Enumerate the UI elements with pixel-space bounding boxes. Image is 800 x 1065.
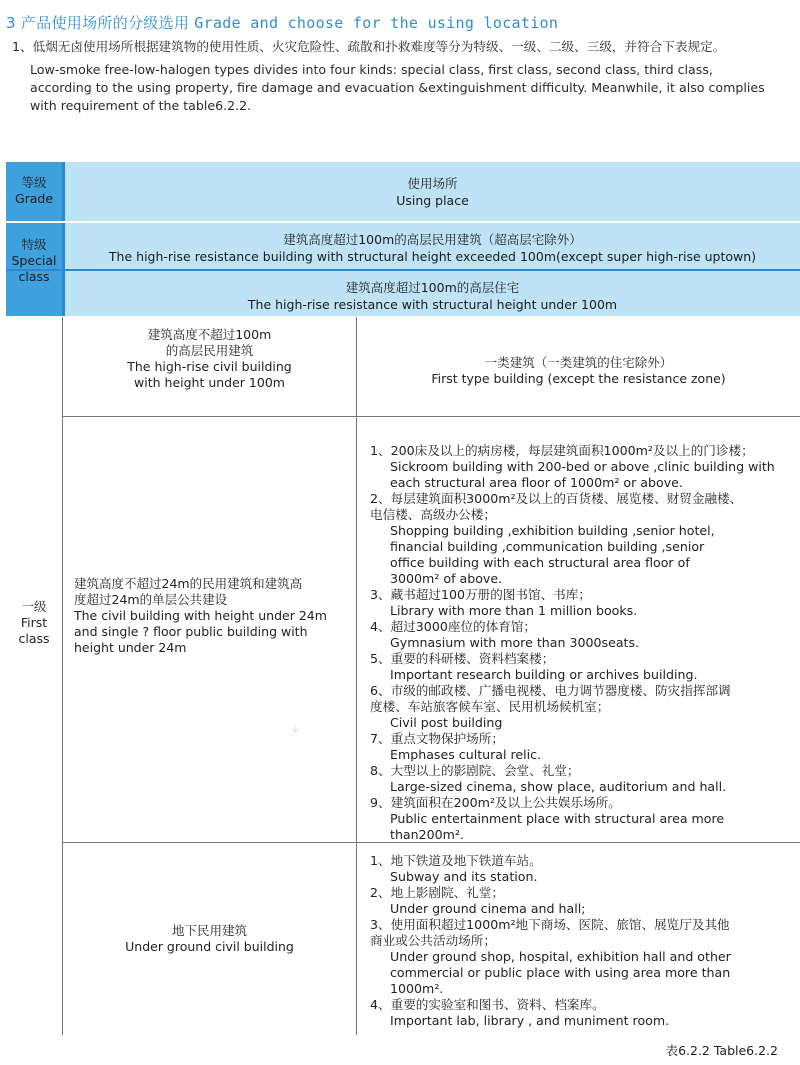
list-item-en: Important lab, library , and muniment room. (390, 1013, 670, 1028)
first-class-row-2-places (370, 443, 798, 843)
table-caption: 表6.2.2 Table6.2.2 (665, 1043, 778, 1058)
section-heading-en: Grade and choose for the using location (194, 14, 559, 32)
intro-en: Low-smoke free-low-halogen types divides into four kinds: special class, first class, second class, third class, according to the using property, fire damage and evacuation &extinguishment difficulty. Meanwhile, it also complies with requirement of the table6.2.2. (30, 62, 765, 113)
list-item-en: Shopping building ,exhibition building ,senior hotel, (390, 523, 715, 538)
list-item-zh: 3、藏书超过100万册的图书馆、书库； (370, 587, 591, 602)
list-item-zh: 2、每层建筑面积3000m²及以上的百货楼、展览楼、财贸金融楼、 (370, 491, 743, 506)
list-item-en: Large-sized cinema, show place, auditorium and hall. (390, 779, 727, 794)
list-item-zh: 电信楼、高级办公楼； (370, 507, 496, 522)
first-class-row-1-places: 一类建筑（一类建筑的住宅除外） First type building (except the resistance zone) (431, 355, 726, 386)
list-item-zh: 商业或公共活动场所； (370, 933, 496, 948)
intro-zh: 1、低烟无卤使用场所根据建筑物的使用性质、火灾危险性、疏散和扑救难度等分为特级、一级、二级、三级，并符合下表规定。 (12, 39, 726, 54)
first-class-row-1-category: 建筑高度不超过100m 的高层民用建筑 The high-rise civil building with height under 100m (127, 327, 292, 390)
list-item-zh: 8、大型以上的影剧院、会堂、礼堂； (370, 763, 580, 778)
list-item-en: office building with each structural area floor of (390, 555, 690, 570)
list-item-en: Under ground shop, hospital, exhibition hall and other (390, 949, 731, 964)
table-header-row (6, 162, 800, 221)
special-class-row-2: 建筑高度超过100m的高层住宅 The high-rise resistance with structural height under 100m (247, 280, 618, 312)
section-heading (6, 12, 558, 33)
list-item-zh: 6、市级的邮政楼、广播电视楼、电力调节器度楼、防灾指挥部调 (370, 683, 731, 698)
list-item-en: Public entertainment place with structural area more than200m². (390, 811, 725, 842)
grade-header: 等级 Grade (14, 175, 54, 206)
section-heading-zh: 3 产品使用场所的分级选用 (6, 14, 190, 32)
list-item-en: Library with more than 1 million books. (390, 603, 638, 618)
list-item-zh: 2、地上影剧院、礼堂； (370, 885, 504, 900)
using-place-header: 使用场所 Using place (396, 176, 469, 208)
list-item-en: Gymnasium with more than 3000seats. (390, 635, 640, 650)
list-item-en: commercial or public place with using area more than (390, 965, 731, 980)
list-item-zh: 7、重点文物保护场所； (370, 731, 504, 746)
list-item-zh: 3、使用面积超过1000m²地下商场、医院、旅馆、展览厅及其他 (370, 917, 730, 932)
scan-mark: ⁘ (292, 726, 300, 736)
list-item-zh: 5、重要的科研楼、资料档案楼； (370, 651, 555, 666)
first-class-row-3-category: 地下民用建筑 Under ground civil building (125, 923, 294, 954)
special-class-row-1: 建筑高度超过100m的高层民用建筑（超高层宅除外） The high-rise resistance building with structural height exceeded 100m(except super high-rise uptown) (108, 232, 757, 264)
list-item-zh: 4、重要的实验室和图书、资料、档案库。 (370, 997, 605, 1012)
list-item-zh: 4、超过3000座位的体育馆； (370, 619, 537, 634)
list-item-en: Important research building or archives building. (390, 667, 698, 682)
list-item-en: Subway and its station. (390, 869, 538, 884)
list-item-en: each structural area floor of 1000m² or above. (390, 475, 683, 490)
list-item-zh: 9、建筑面积在200m²及以上公共娱乐场所。 (370, 795, 621, 810)
list-item-zh: 1、地下铁道及地下铁道车站。 (370, 853, 542, 868)
intro-paragraph (10, 38, 795, 115)
list-item-en: Emphases cultural relic. (390, 747, 542, 762)
first-class-grade: 一级 First class (18, 599, 50, 646)
list-item-en: Civil post building (390, 715, 503, 730)
list-item-en: Sickroom building with 200-bed or above ,clinic building with (390, 459, 775, 474)
first-class-section (6, 317, 800, 1035)
list-item-en: 1000m². (390, 981, 444, 996)
list-item-en: Under ground cinema and hall; (390, 901, 586, 916)
list-item-zh: 度楼、车站旅客候车室、民用机场候机室； (370, 699, 610, 714)
first-class-row-2-category: 建筑高度不超过24m的民用建筑和建筑高 度超过24m的单层公共建设 The civil building with height under 24m and single ? floor public building with height under 24m (74, 576, 327, 655)
special-class-grade: 特级 Special class (11, 237, 57, 284)
list-item-en: financial building ,communication building ,senior (390, 539, 705, 554)
list-item-en: 3000m² of above. (390, 571, 503, 586)
special-class-section (6, 223, 800, 316)
list-item-zh: 1、200床及以上的病房楼，每层建筑面积1000m²及以上的门诊楼； (370, 443, 754, 458)
first-class-row-3-places (370, 853, 798, 1029)
